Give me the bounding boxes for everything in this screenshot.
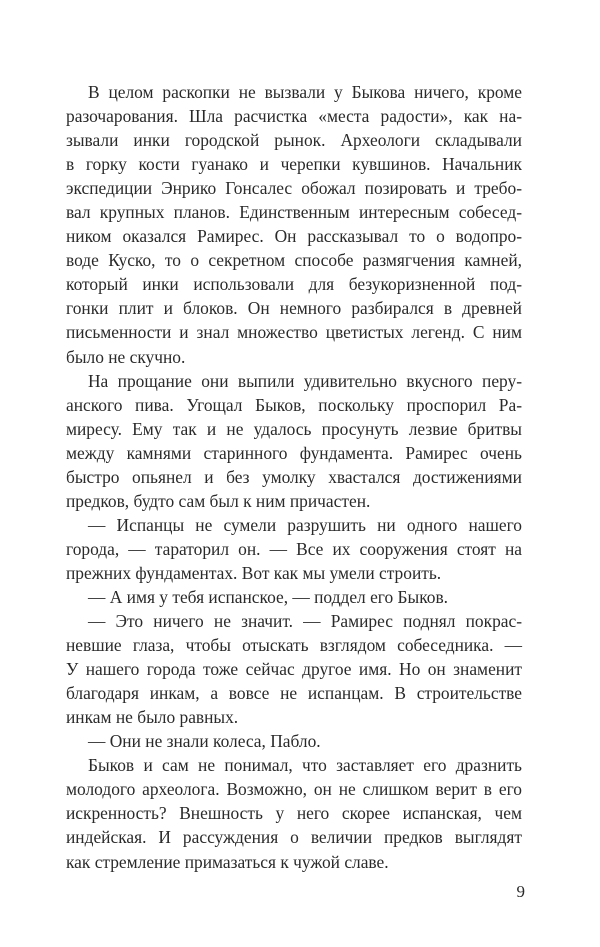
text-line: Быков и сам не понимал, что заставляет его дразнить xyxy=(88,755,522,776)
text-line: молодого археолога. Возможно, он не слишком верит в его xyxy=(66,779,522,800)
text-line: — А имя у тебя испанское, — поддел его Быков. xyxy=(88,586,449,607)
text-line: экспедиции Энрико Гонсалес обожал позировать и требо- xyxy=(66,178,522,199)
text-line: миресу. Ему так и не удалось просунуть лезвие бритвы xyxy=(66,418,522,439)
text-line: вал крупных планов. Единственным интересным собесед- xyxy=(66,202,522,223)
text-line: воде Куско, то о секретном способе размягчения камней, xyxy=(66,250,522,271)
text-line: в горку кости гуанако и черепки кувшинов. Начальник xyxy=(66,154,522,175)
text-line: быстро опьянел и без умолку хвастался достижениями xyxy=(66,466,522,487)
text-line: благодаря инкам, а вовсе не испанцам. В строительстве xyxy=(66,683,522,704)
text-line: — Испанцы не сумели разрушить ни одного нашего xyxy=(88,514,522,535)
text-line: было не скучно. xyxy=(66,346,186,367)
text-line: В целом раскопки не вызвали у Быкова ничего, кроме xyxy=(88,82,522,102)
text-line: предков, будто сам был к ним причастен. xyxy=(66,490,371,511)
text-line: — Они не знали колеса, Пабло. xyxy=(88,731,321,752)
text-line: ником оказался Рамирес. Он рассказывал то о водопро- xyxy=(66,226,522,247)
text-line: На прощание они выпили удивительно вкусного перу- xyxy=(88,370,522,391)
body-text xyxy=(66,80,522,874)
text-line: разочарования. Шла расчистка «места радости», как на- xyxy=(66,106,522,127)
text-line: — Это ничего не значит. — Рамирес поднял покрас- xyxy=(88,611,522,632)
page-number: 9 xyxy=(516,882,525,901)
text-line: зывали инки городской рынок. Археологи складывали xyxy=(66,130,522,151)
text-line: письменности и знал множество цветистых легенд. С ним xyxy=(66,322,522,343)
text-line: искренность? Внешность у него скорее испанская, чем xyxy=(66,803,522,824)
text-line: прежних фундаментах. Вот как мы умели строить. xyxy=(66,562,442,583)
text-line: У нашего города тоже сейчас другое имя. Но он знаменит xyxy=(66,659,522,680)
text-line: города, — тараторил он. — Все их сооружения стоят на xyxy=(66,538,522,559)
text-line: между камнями старинного фундамента. Рамирес очень xyxy=(66,442,522,463)
text-line: который инки использовали для безукоризненной под- xyxy=(66,274,522,295)
text-line: инкам не было равных. xyxy=(66,707,239,728)
text-line: невшие глаза, чтобы отыскать взглядом собеседника. — xyxy=(66,635,522,656)
text-line: анского пива. Угощал Быков, поскольку проспорил Ра- xyxy=(66,394,522,415)
text-line: индейская. И рассуждения о величии предков выглядят xyxy=(66,827,522,848)
text-line: как стремление примазаться к чужой славе. xyxy=(66,851,389,872)
text-line: гонки плит и блоков. Он немного разбирался в древней xyxy=(66,298,522,319)
